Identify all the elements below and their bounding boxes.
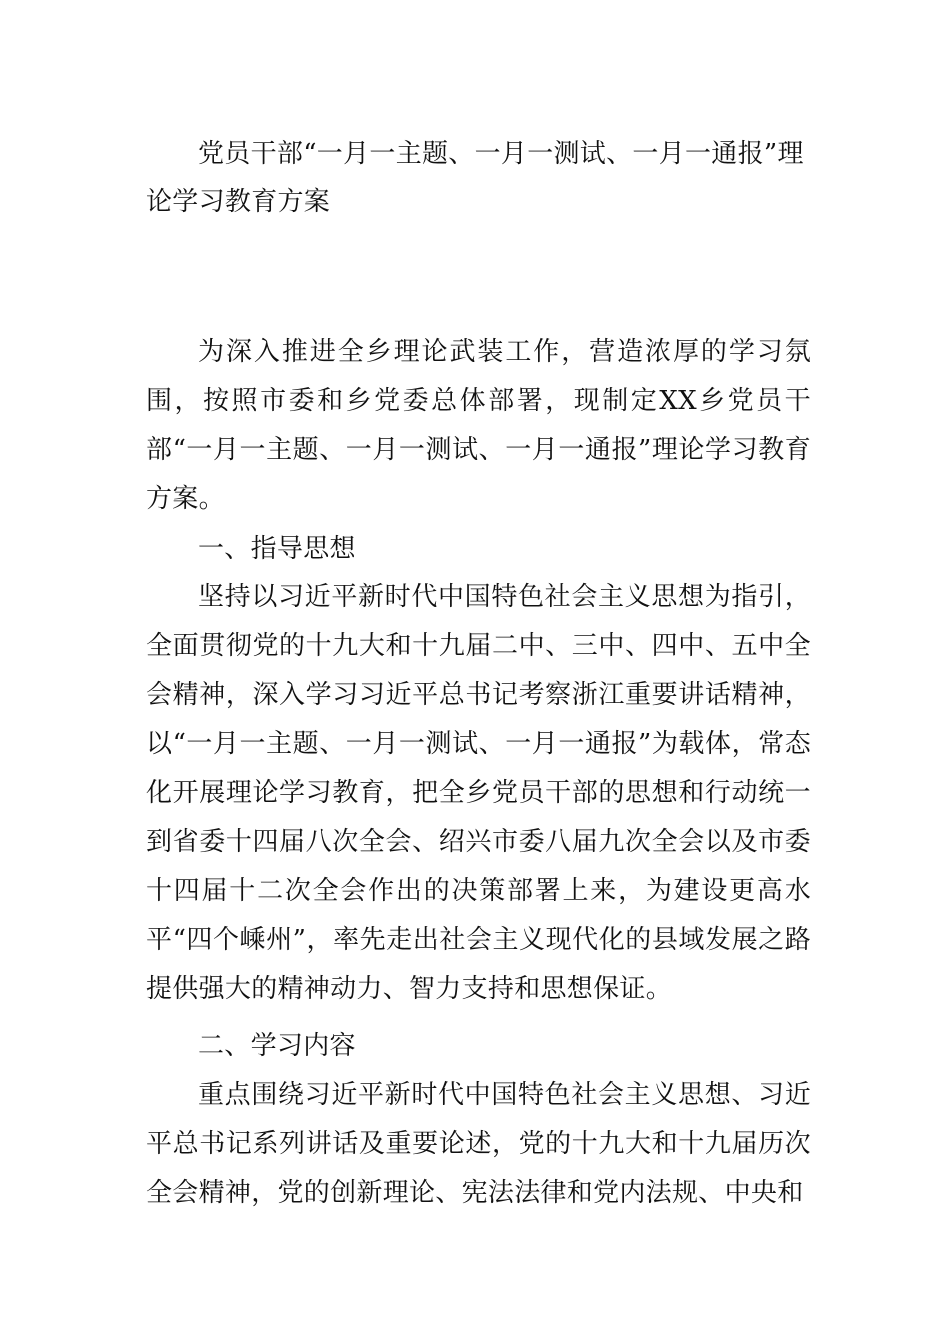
study-content-paragraph: 重点围绕习近平新时代中国特色社会主义思想、习近平总书记系列讲话及重要论述，党的十九大和十九届历次全会精神，党的创新理论、宪法法律和党内法规、中央和 (146, 1080, 811, 1208)
document-title: 党员干部“一月一主题、一月一测试、一月一通报”理论学习教育方案 (146, 139, 804, 217)
intro-paragraph: 为深入推进全乡理论武装工作，营造浓厚的学习氛围，按照市委和乡党委总体部署，现制定XX乡党员干部“一月一主题、一月一测试、一月一通报”理论学习教育方案。 (146, 337, 811, 514)
guiding-thought-paragraph: 坚持以习近平新时代中国特色社会主义思想为指引，全面贯彻党的十九大和十九届二中、三中、四中、五中全会精神，深入学习习近平总书记考察浙江重要讲话精神，以“一月一主题、一月一测试、一月一通报”为载体，常态化开展理论学习教育，把全乡党员干部的思想和行动统一到省委十四届八次全会、绍兴市委八届九次全会以及市委十四届十二次全会作出的决策部署上来，为建设更高水平“四个嵊州”，率先走出社会主义现代化的县域发展之路提供强大的精神动力、智力支持和思想保证。 (146, 582, 811, 1004)
section-heading-study-content: 二、学习内容 (198, 1031, 356, 1061)
section-heading-guiding-thought: 一、指导思想 (198, 534, 356, 564)
